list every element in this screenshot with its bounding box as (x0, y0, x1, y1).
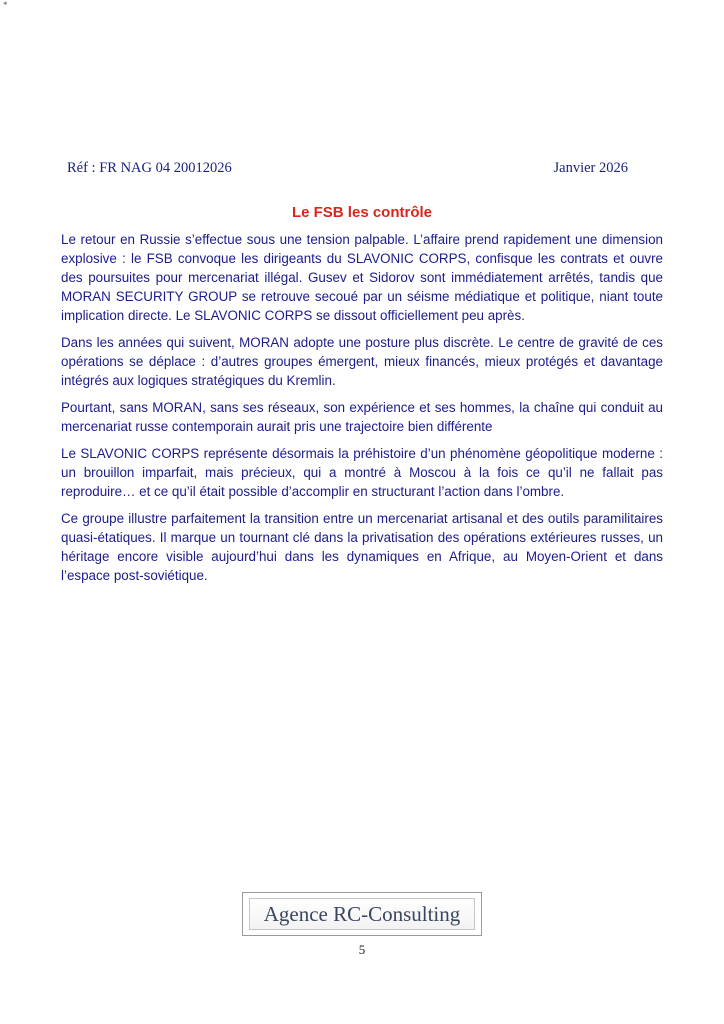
document-header (67, 160, 628, 177)
body-text (61, 230, 663, 593)
paragraph-3: Pourtant, sans MORAN, sans ses réseaux, son expérience et ses hommes, la chaîne qui conduit au mercenariat russe contemporain aurait pris une trajectoire bien différente (61, 400, 663, 434)
paragraph-2: Dans les années qui suivent, MORAN adopte une posture plus discrète. Le centre de gravité de ces opérations se déplace : d’autres groupes émergent, mieux financés, mieux protégés et davantage intégrés aux logiques stratégiques du Kremlin. (61, 335, 663, 388)
corner-mark: * (3, 0, 8, 10)
paragraph-1: Le retour en Russie s’effectue sous une tension palpable. L’affaire prend rapidement une dimension explosive : le FSB convoque les dirigeants du SLAVONIC CORPS, confisque les contrats et ouvre des poursuites pour mercenariat illégal. Gusev et Sidorov sont immédiatement arrêtés, tandis que MORAN SECURITY GROUP se retrouve secoué par un séisme médiatique et politique, niant toute implication directe. Le SLAVONIC CORPS se dissout officiellement peu après. (61, 232, 663, 323)
agency-logo: Agence RC-Consulting (249, 898, 475, 930)
date-label: Janvier 2026 (553, 160, 628, 176)
agency-logo-box (242, 892, 482, 936)
paragraph-5: Ce groupe illustre parfaitement la transition entre un mercenariat artisanal et des outils paramilitaires quasi-étatiques. Il marque un tournant clé dans la privatisation des opérations extérieures russes, un héritage encore visible aujourd’hui dans les dynamiques en Afrique, au Moyen-Orient et dans l’espace post-soviétique. (61, 511, 663, 583)
reference-label: Réf : FR NAG 04 20012026 (67, 160, 232, 176)
page-number: 5 (358, 942, 366, 957)
paragraph-4: Le SLAVONIC CORPS représente désormais la préhistoire d’un phénomène géopolitique moderne : un brouillon imparfait, mais précieux, qui a montré à Moscou à la fois ce qu’il ne fallait pas reproduire… et ce qu’il était possible d’accomplir en structurant l’action dans l’ombre. (61, 446, 663, 499)
section-title: Le FSB les contrôle (291, 204, 433, 221)
